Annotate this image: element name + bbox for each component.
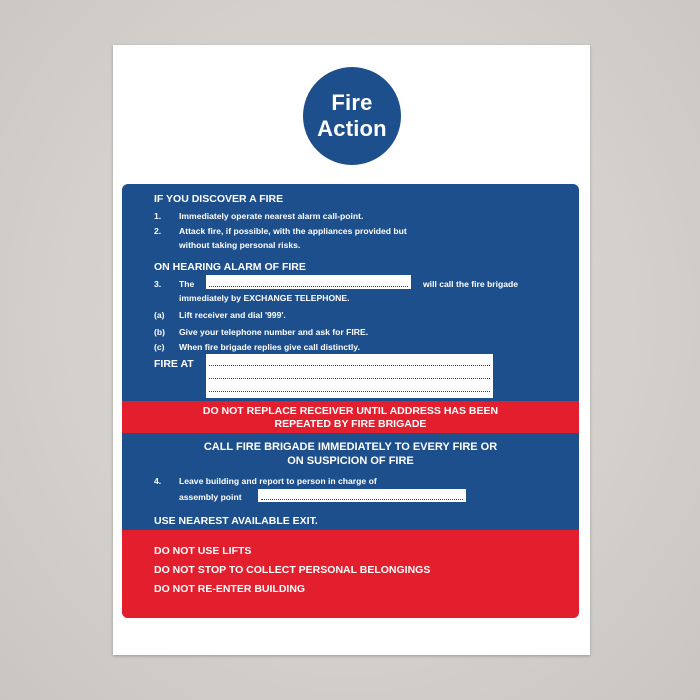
item-4-line2: assembly point <box>179 492 242 502</box>
no-reenter-warning: DO NOT RE-ENTER BUILDING <box>154 583 306 595</box>
item-3-post-text: will call the fire brigade <box>423 279 519 289</box>
assembly-point-dotted-line <box>261 499 463 500</box>
hearing-alarm-heading: ON HEARING ALARM OF FIRE <box>154 261 306 273</box>
final-warnings-block <box>122 530 579 618</box>
item-2-number: 2. <box>154 226 162 236</box>
address-dotted-line-1 <box>209 365 490 366</box>
fire-address-field[interactable] <box>206 354 493 398</box>
item-3-line2: immediately by EXCHANGE TELEPHONE. <box>179 293 350 303</box>
address-dotted-line-3 <box>209 391 490 392</box>
responsible-person-field[interactable] <box>206 275 411 289</box>
warning-line-2: REPEATED BY FIRE BRIGADE <box>274 418 427 430</box>
responsible-person-dotted-line <box>209 286 408 287</box>
fire-at-label: FIRE AT <box>154 358 194 370</box>
item-4-number: 4. <box>154 476 162 486</box>
call-brigade-line-1: CALL FIRE BRIGADE IMMEDIATELY TO EVERY FIRE OR <box>203 441 498 453</box>
badge-title-line2: Action <box>317 116 387 141</box>
fire-action-sign <box>113 45 590 655</box>
item-2-text-line2: without taking personal risks. <box>179 240 301 250</box>
item-1-number: 1. <box>154 211 162 221</box>
item-4-line1: Leave building and report to person in charge of <box>179 476 377 486</box>
assembly-point-field[interactable] <box>258 489 466 502</box>
sub-b-number: (b) <box>154 327 165 337</box>
item-2-text-line1: Attack fire, if possible, with the appliances provided but <box>179 226 407 236</box>
nearest-exit-text: USE NEAREST AVAILABLE EXIT. <box>154 515 318 527</box>
instructions-panel <box>122 184 579 618</box>
warning-band <box>122 401 579 433</box>
sub-a-text: Lift receiver and dial '999'. <box>179 310 286 320</box>
address-dotted-line-2 <box>209 378 490 379</box>
badge-title-line1: Fire <box>331 90 373 115</box>
item-3-number: 3. <box>154 279 162 289</box>
warning-line-1: DO NOT REPLACE RECEIVER UNTIL ADDRESS HAS BEEN <box>202 405 499 417</box>
call-brigade-line-2: ON SUSPICION OF FIRE <box>287 455 414 467</box>
sub-c-number: (c) <box>154 342 165 352</box>
sub-b-text: Give your telephone number and ask for FIRE. <box>179 327 369 337</box>
sub-c-text: When fire brigade replies give call distinctly. <box>179 342 360 352</box>
item-1-text: Immediately operate nearest alarm call-point. <box>179 211 364 221</box>
no-lifts-warning: DO NOT USE LIFTS <box>154 545 252 557</box>
sub-a-number: (a) <box>154 310 165 320</box>
item-3-pre-text: The <box>179 279 195 289</box>
no-belongings-warning: DO NOT STOP TO COLLECT PERSONAL BELONGINGS <box>154 564 431 576</box>
fire-action-badge <box>303 67 401 165</box>
discover-fire-heading: IF YOU DISCOVER A FIRE <box>154 193 284 205</box>
